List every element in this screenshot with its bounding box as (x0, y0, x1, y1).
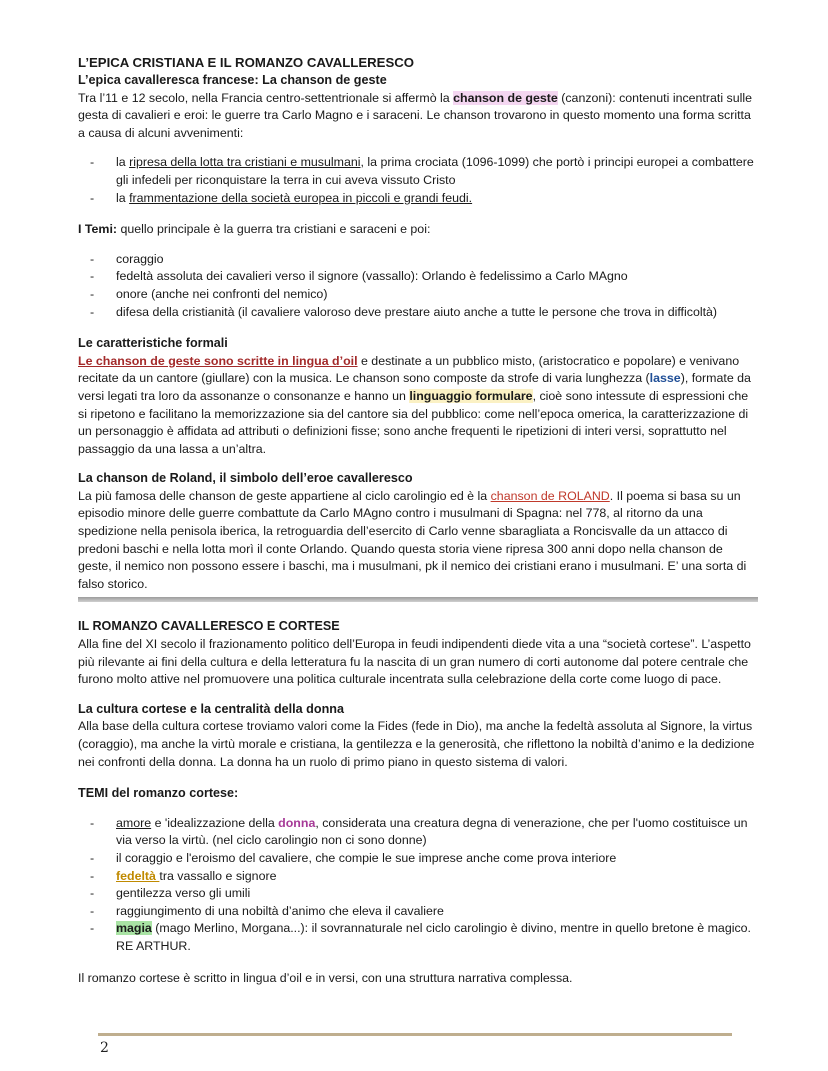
list-item: - coraggio (78, 251, 758, 269)
section-heading-epica: L’epica cavalleresca francese: La chanson de geste (78, 73, 387, 87)
list-item: - la frammentazione della società europea in piccoli e grandi feudi. (78, 190, 758, 208)
paragraph-formali: Le chanson de geste sono scritte in lingua d’oil e destinate a un pubblico misto, (aristocratico e popolare) e venivano recitate da un cantore (giullare) con la musica. Le chanson sono composte da strofe di varia lunghezza (lasse), formate da versi legati tra loro da assonanze o consonanze e hanno un linguaggio formulare, cioè sono intessute di espressioni che si ripetono e facilitano la memorizzazione sia del cantore sia del pubblico: come nell’epoca omerica, la caratterizzazione di un personaggio è affidata ad attributi o definizioni fisse; sono anche frequenti le ripetizioni di interi versi, soprattutto nel passaggio da una lassa a un’altra. (78, 353, 751, 456)
list-item: - fedeltà tra vassallo e signore (78, 868, 758, 886)
highlight-chanson-de-geste: chanson de geste (453, 90, 558, 105)
list-item: - il coraggio e l'eroismo del cavaliere, che compie le sue imprese anche come prova interiore (78, 850, 758, 868)
section-heading-roland: La chanson de Roland, il simbolo dell’eroe cavalleresco (78, 471, 413, 486)
list-item: - gentilezza verso gli umili (78, 885, 758, 903)
temi-list (78, 251, 758, 321)
page-number: 2 (100, 1040, 109, 1056)
temi-cortese-list (78, 815, 758, 956)
section-heading-romanzo: IL ROMANZO CAVALLERESCO E CORTESE (78, 619, 340, 634)
section-heading-temi-cortese: TEMI del romanzo cortese: (78, 786, 239, 801)
paragraph-cultura: Alla base della cultura cortese troviamo valori come la Fides (fede in Dio), ma anche la fedeltà assoluta al Signore, la virtus (coraggio), ma anche la virtù morale e cristiana, la gentilezza e la generosità, che riflettono la nobiltà d’animo e la dedizione nei confronti della donna. La donna ha un ruolo di primo piano in questo sistema di valori. (78, 719, 755, 769)
section-heading-cultura: La cultura cortese e la centralità della donna (78, 701, 344, 716)
list-item: - fedeltà assoluta dei cavalieri verso il signore (vassallo): Orlando è fedelissimo a Carlo MAgno (78, 268, 758, 286)
list-item: - onore (anche nei confronti del nemico) (78, 286, 758, 304)
list-item: - amore e 'idealizzazione della donna, considerata una creatura degna di venerazione, che per l'uomo costituisce un via verso la virtù. (nel ciclo carolingio non ci sono donne) (78, 815, 758, 850)
list-item: - difesa della cristianità (il cavaliere valoroso deve prestare aiuto anche a tutte le persone che trova in difficoltà) (78, 304, 758, 322)
list-item: - la ripresa della lotta tra cristiani e musulmani, la prima crociata (1096-1099) che portò i principi europei a combattere gli infedeli per riconquistare la terra in cui aveva vissuto Cristo (78, 154, 758, 189)
section-heading-formali: Le caratteristiche formali (78, 336, 228, 351)
avvenimenti-list (78, 154, 758, 207)
document-title: L’EPICA CRISTIANA E IL ROMANZO CAVALLERESCO (78, 55, 415, 70)
list-item: - raggiungimento di una nobiltà d’animo che eleva il cavaliere (78, 903, 758, 921)
link-chanson-de-roland[interactable]: chanson de ROLAND (490, 488, 610, 503)
closing-paragraph: Il romanzo cortese è scritto in lingua d’oil e in versi, con una struttura narrativa complessa. (78, 970, 573, 985)
paragraph-epica: Tra l’11 e 12 secolo, nella Francia centro-settentrionale si affermò la chanson de geste (canzoni): contenuti incentrati sulle gesta di cavalieri e eroi: le guerre tra Carlo Magno e i saraceni. Le chanson trovarono in questo momento una forma scritta a causa di alcuni avvenimenti: (78, 90, 753, 140)
horizontal-rule (78, 597, 758, 602)
paragraph-romanzo: Alla fine del XI secolo il frazionamento politico dell’Europa in feudi indipendenti diede vita a una “società cortese”. L’aspetto più rilevante ai fini della cultura e della letteratura fu la nascita di un gran numero di corti autonome dal potere centrale che furono molto attive nel promuovere una politica culturale incentrata sulla celebrazione della corte come luogo di pace. (78, 637, 751, 687)
temi-intro: I Temi: quello principale è la guerra tra cristiani e saraceni e poi: (78, 222, 431, 237)
paragraph-roland: La più famosa delle chanson de geste appartiene al ciclo carolingio ed è la chanson de ROLAND. Il poema si basa su un episodio minore delle guerre combattute da Carlo MAgno contro i musulmani di Spagna: nel 778, al ritorno da una spedizione nella penisola iberica, la retroguardia dell’esercito di Carlo venne sbaragliata a Roncisvalle da un attacco di predoni baschi e nella lotta morì il conte Orlando. Quando questa storia viene ripresa 300 anni dopo nella chanson de geste, il nemico non possono essere i baschi, ma i musulmani, pk il nemico dei cristiani erano i musulmani. E’ una sorta di falso storico. (78, 488, 747, 591)
footer-divider (98, 1033, 732, 1036)
page-content (78, 54, 758, 987)
list-item: - magia (mago Merlino, Morgana...): il sovrannaturale nel ciclo carolingio è divino, mentre in quello bretone è magico. RE ARTHUR. (78, 920, 758, 955)
